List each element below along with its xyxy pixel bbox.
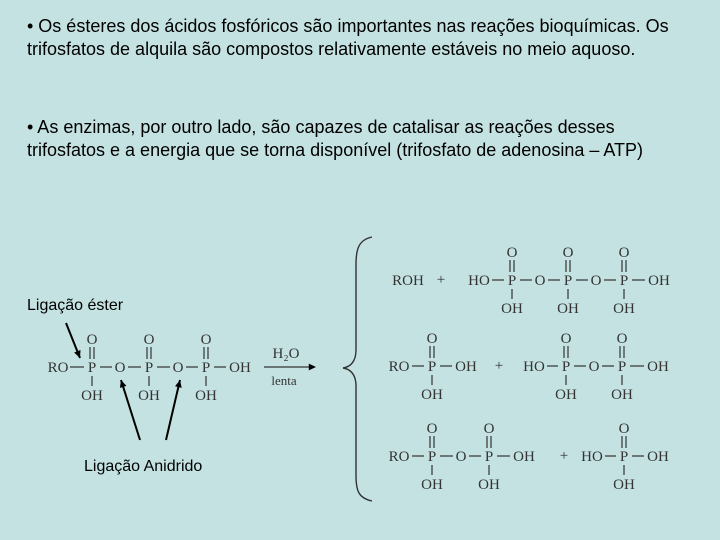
p3-phosphate-2-p-atom: P bbox=[484, 449, 494, 465]
left-phosphate-2-oxo-atom: O bbox=[143, 332, 155, 348]
alkyl-oxy-group: RO bbox=[47, 360, 69, 376]
p2-phosphate-3-hydroxyl: OH bbox=[611, 387, 633, 403]
p2-phosphate-3-p-atom: P bbox=[617, 359, 627, 375]
p1-phosphate-3-hydroxyl: OH bbox=[613, 301, 635, 317]
product1-hydroxy-start: HO bbox=[468, 273, 490, 289]
p2-phosphate-3-oxo-atom: O bbox=[616, 331, 628, 347]
p1-phosphate-1-p-atom: P bbox=[507, 273, 517, 289]
p1-terminal-hydroxyl: OH bbox=[648, 273, 670, 289]
p2-phosphate-1-p-atom: P bbox=[427, 359, 437, 375]
p2-phosphate-1-oxo-atom: O bbox=[426, 331, 438, 347]
water-reagent: H₂O bbox=[272, 346, 300, 362]
p1-phosphate-3-oxo-atom: O bbox=[618, 245, 630, 261]
p2-alkyl-oxy: RO bbox=[388, 359, 410, 375]
product1-plus: + bbox=[436, 272, 446, 288]
p2-phosphate-1-hydroxyl: OH bbox=[421, 387, 443, 403]
p3-phosphate-3-hydroxyl: OH bbox=[613, 477, 635, 493]
products-brace bbox=[343, 237, 372, 501]
p2-plus: + bbox=[494, 358, 504, 374]
p1-phosphate-3-p-atom: P bbox=[619, 273, 629, 289]
left-bridge-oxygen-2: O bbox=[172, 360, 184, 376]
anhydride-bond-pointer-1 bbox=[121, 380, 140, 440]
p2-phosphate-2-hydroxyl: OH bbox=[555, 387, 577, 403]
left-phosphate-2-p-atom: P bbox=[144, 360, 154, 376]
p3-bridge-oxygen: O bbox=[455, 449, 467, 465]
p2-bridge-oxygen: O bbox=[588, 359, 600, 375]
p1-phosphate-2-oxo-atom: O bbox=[562, 245, 574, 261]
left-phosphate-3-p-atom: P bbox=[201, 360, 211, 376]
p1-bridge-oxygen-1: O bbox=[534, 273, 546, 289]
p1-phosphate-2-p-atom: P bbox=[563, 273, 573, 289]
p3-terminal-hydroxyl: OH bbox=[647, 449, 669, 465]
reaction-arrow-head bbox=[309, 364, 316, 371]
left-phosphate-1-hydroxyl: OH bbox=[81, 388, 103, 404]
anhydride-bond-pointer-1-head bbox=[120, 380, 127, 388]
p2-phosphate-2-p-atom: P bbox=[561, 359, 571, 375]
left-bridge-oxygen-1: O bbox=[114, 360, 126, 376]
left-phosphate-1-oxo-atom: O bbox=[86, 332, 98, 348]
p3-hydroxyl-1: OH bbox=[513, 449, 535, 465]
p2-phosphate-2-oxo-atom: O bbox=[560, 331, 572, 347]
p1-phosphate-2-hydroxyl: OH bbox=[557, 301, 579, 317]
p2-hydroxy-start: HO bbox=[523, 359, 545, 375]
left-phosphate-2-hydroxyl: OH bbox=[138, 388, 160, 404]
p2-terminal-hydroxyl: OH bbox=[647, 359, 669, 375]
p2-hydroxyl-1: OH bbox=[455, 359, 477, 375]
product1-alcohol: ROH bbox=[392, 273, 424, 289]
p1-phosphate-1-hydroxyl: OH bbox=[501, 301, 523, 317]
p1-phosphate-1-oxo-atom: O bbox=[506, 245, 518, 261]
p3-plus: + bbox=[559, 448, 569, 464]
paragraph-esters: • Os ésteres dos ácidos fosfóricos são importantes nas reações bioquímicas. Os trifosfatos de alquila são compostos relativamente estáveis no meio aquoso. bbox=[27, 16, 669, 59]
p1-bridge-oxygen-2: O bbox=[590, 273, 602, 289]
p3-phosphate-2-hydroxyl: OH bbox=[478, 477, 500, 493]
p3-phosphate-2-oxo-atom: O bbox=[483, 421, 495, 437]
p3-phosphate-3-p-atom: P bbox=[619, 449, 629, 465]
left-phosphate-3-hydroxyl: OH bbox=[195, 388, 217, 404]
p3-phosphate-1-hydroxyl: OH bbox=[421, 477, 443, 493]
p3-phosphate-1-p-atom: P bbox=[427, 449, 437, 465]
left-phosphate-1-p-atom: P bbox=[87, 360, 97, 376]
p3-phosphate-1-oxo-atom: O bbox=[426, 421, 438, 437]
paragraph-enzymes: • As enzimas, por outro lado, são capazes de catalisar as reações desses trifosfatos e a energia que se torna disponível (trifosfato de adenosina – ATP) bbox=[27, 117, 644, 160]
reaction-condition: lenta bbox=[271, 373, 297, 388]
left-phosphate-3-oxo-atom: O bbox=[200, 332, 212, 348]
p3-phosphate-3-oxo-atom: O bbox=[618, 421, 630, 437]
left-terminal-hydroxyl: OH bbox=[229, 360, 251, 376]
ester-bond-label: Ligação éster bbox=[27, 297, 124, 314]
anhydride-bond-pointer-2 bbox=[166, 380, 180, 440]
anhydride-bond-label: Ligação Anidrido bbox=[84, 458, 203, 475]
p3-hydroxy-start: HO bbox=[581, 449, 603, 465]
p3-alkyl-oxy: RO bbox=[388, 449, 410, 465]
